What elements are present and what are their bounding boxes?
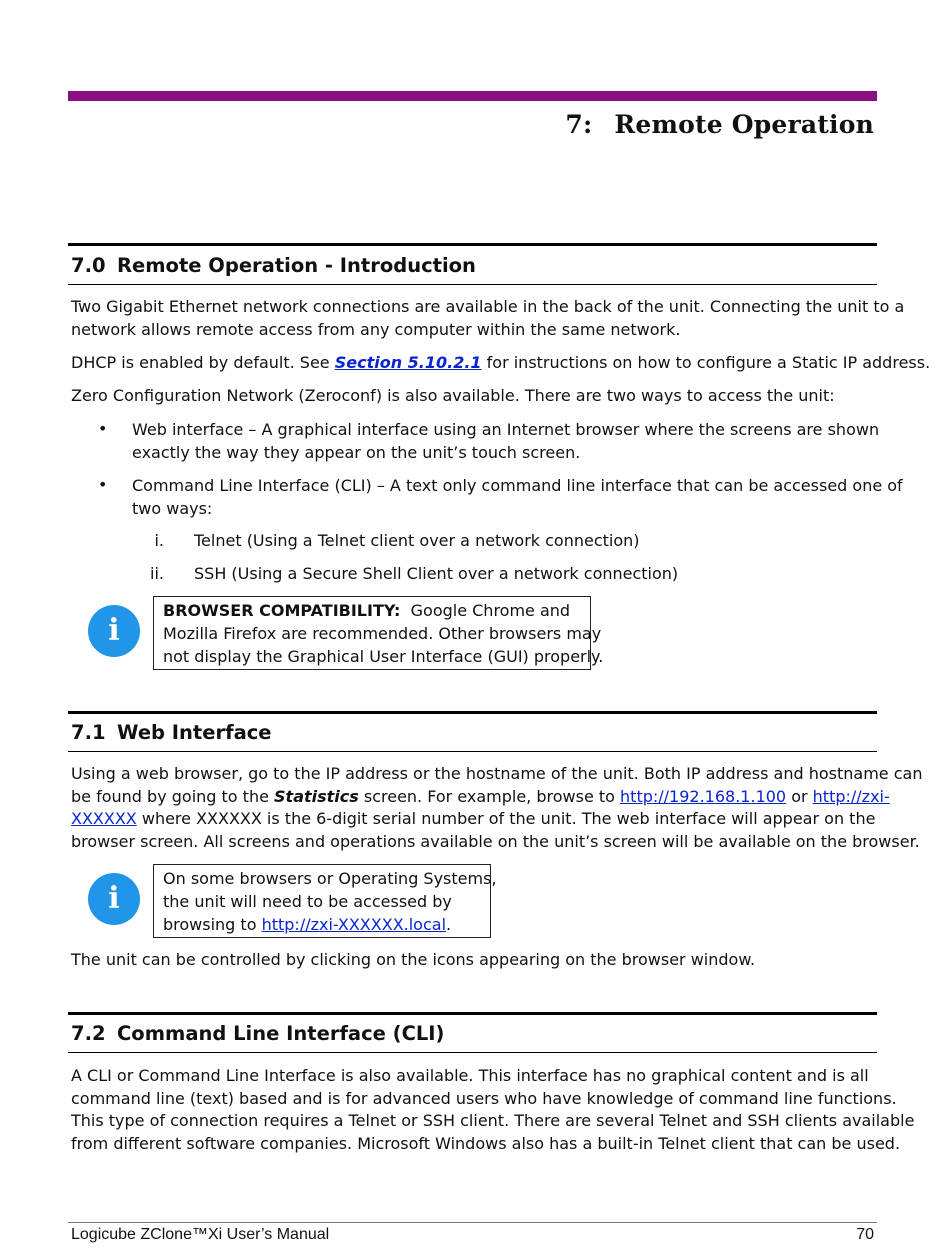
paragraph-line: Two Gigabit Ethernet network connections are available in the back of the unit. Connecting the unit to a (71, 297, 905, 316)
local-hostname-link[interactable]: http://zxi-XXXXXX.local (261, 915, 447, 934)
text-run: for instructions on how to configure a Static IP address. (481, 353, 931, 372)
chapter-accent-bar (68, 91, 877, 101)
paragraph-line: This type of connection requires a Telnet or SSH client. There are several Telnet and SSH clients available (71, 1111, 915, 1131)
section-number: 7.2 (71, 1022, 106, 1045)
sub-item-telnet: Telnet (Using a Telnet client over a network connection) (194, 531, 640, 550)
note-text: Mozilla Firefox are recommended. Other browsers may (163, 624, 602, 643)
paragraph-line: from different software companies. Microsoft Windows also has a built-in Telnet client that can be used. (71, 1133, 901, 1153)
web-interface-paragraph (71, 763, 923, 853)
note-text: Google Chrome and (400, 601, 571, 620)
paragraph-line: A CLI or Command Line Interface is also available. This interface has no graphical content and is all (71, 1066, 869, 1085)
text-run: screen. For example, browse to (358, 786, 621, 806)
sub-item-ssh: SSH (Using a Secure Shell Client over a network connection) (194, 564, 679, 583)
section-7-0-heading (71, 254, 476, 277)
bullet-marker: • (98, 419, 108, 438)
sub-item-marker: ii. (150, 564, 164, 583)
ip-address-link[interactable]: http://192.168.1.100 (620, 786, 787, 806)
hostname-link[interactable]: http://zxi- (812, 786, 890, 806)
bullet-line: Command Line Interface (CLI) – A text only command line interface that can be accessed one of (132, 476, 903, 495)
section-7-2-top-rule (68, 1012, 877, 1015)
section-number: 7.0 (71, 254, 106, 277)
section-7-2-heading (71, 1022, 444, 1045)
zeroconf-paragraph: Zero Configuration Network (Zeroconf) is also available. There are two ways to access the unit: (71, 386, 835, 405)
bullet-item-cli (132, 475, 903, 520)
text-run: or (786, 786, 813, 806)
footer-manual-title: Logicube ZClone™Xi User’s Manual (71, 1226, 330, 1243)
note-text: the unit will need to be accessed by (163, 892, 452, 911)
paragraph-line: network allows remote access from any computer within the same network. (71, 319, 681, 339)
cli-paragraph (71, 1065, 915, 1155)
info-icon: i (88, 873, 140, 925)
section-title: Remote Operation - Introduction (117, 254, 476, 277)
intro-paragraph (71, 296, 905, 341)
dhcp-paragraph (71, 352, 931, 375)
statistics-screen-name: Statistics (274, 786, 359, 806)
bullet-line: Web interface – A graphical interface using an Internet browser where the screens are shown (132, 420, 880, 439)
note-text: On some browsers or Operating Systems, (163, 869, 497, 888)
web-interface-closing: The unit can be controlled by clicking on the icons appearing on the browser window. (71, 950, 756, 969)
section-7-1-bottom-rule (68, 751, 877, 752)
bullet-line: exactly the way they appear on the unit’s touch screen. (132, 442, 581, 462)
section-7-0-bottom-rule (68, 284, 877, 285)
chapter-title (565, 110, 874, 139)
footer-rule (68, 1222, 877, 1223)
hostname-link-continued[interactable]: XXXXXX (71, 809, 137, 829)
section-title: Web Interface (117, 721, 272, 744)
paragraph-line: command line (text) based and is for advanced users who have knowledge of command line functions. (71, 1088, 897, 1108)
note-text: not display the Graphical User Interface (GUI) properly. (163, 647, 604, 666)
bullet-marker: • (98, 475, 108, 494)
info-icon: i (88, 605, 140, 657)
chapter-number: 7: (565, 110, 593, 139)
local-hostname-note (153, 864, 497, 938)
text-run: where XXXXXX is the 6-digit serial number of the unit. The web interface will appear on the (136, 809, 876, 829)
section-7-0-top-rule (68, 243, 877, 246)
section-7-1-top-rule (68, 711, 877, 714)
bullet-item-web-interface (132, 419, 880, 464)
text-run: be found by going to the (71, 786, 275, 806)
text-run: DHCP is enabled by default. See (71, 353, 335, 372)
note-text: . (446, 915, 452, 934)
chapter-title-text: Remote Operation (614, 110, 874, 139)
note-label: BROWSER COMPATIBILITY: (163, 601, 401, 620)
page-number: 70 (856, 1226, 874, 1243)
paragraph-line: browser screen. All screens and operations available on the unit’s screen will be available on the browser. (71, 831, 920, 851)
bullet-line: two ways: (132, 498, 213, 518)
note-text: browsing to (163, 915, 262, 934)
section-5-10-2-1-link[interactable]: Section 5.10.2.1 (334, 353, 482, 372)
section-7-2-bottom-rule (68, 1052, 877, 1053)
section-7-1-heading (71, 721, 272, 744)
section-number: 7.1 (71, 721, 106, 744)
paragraph-line: Using a web browser, go to the IP address or the hostname of the unit. Both IP address and hostname can (71, 764, 923, 783)
sub-item-marker: i. (154, 531, 164, 550)
section-title: Command Line Interface (CLI) (117, 1022, 445, 1045)
browser-compatibility-note (153, 596, 604, 670)
